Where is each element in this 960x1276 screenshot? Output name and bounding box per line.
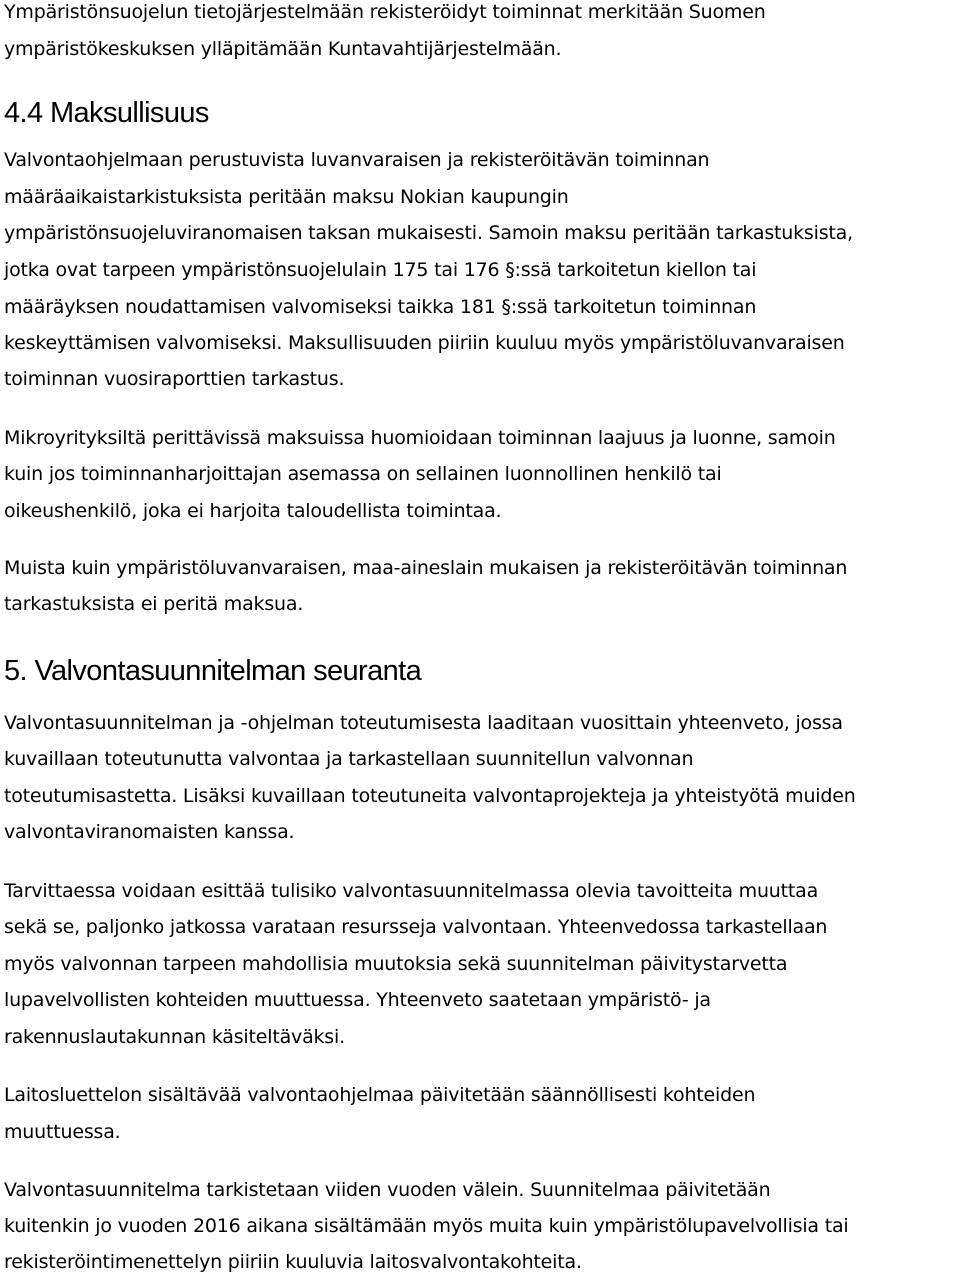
text-line: ympäristönsuojeluviranomaisen taksan mukaisesti. Samoin maksu peritään tarkastuksista, — [4, 222, 853, 244]
text-line: Tarvittaessa voidaan esittää tulisiko valvontasuunnitelmassa olevia tavoitteita muuttaa — [4, 880, 819, 902]
text-line: määräyksen noudattamisen valvomiseksi taikka 181 §:ssä tarkoitetun toiminnan — [4, 296, 757, 318]
text-line: kuvaillaan toteutunutta valvontaa ja tarkastellaan suunnitellun valvonnan — [4, 748, 694, 770]
text-line: tarkastuksista ei peritä maksua. — [4, 593, 304, 615]
text-line: oikeushenkilö, joka ei harjoita taloudellista toimintaa. — [4, 500, 502, 522]
section-heading-maksullisuus: 4.4 Maksullisuus — [4, 97, 209, 129]
text-line: toteutumisastetta. Lisäksi kuvaillaan toteutuneita valvontaprojekteja ja yhteistyötä muiden — [4, 785, 856, 807]
text-line: kuitenkin jo vuoden 2016 aikana sisältämään myös muita kuin ympäristölupavelvollisia tai — [4, 1215, 849, 1237]
text-line: toiminnan vuosiraporttien tarkastus. — [4, 368, 345, 390]
section-heading-seuranta: 5. Valvontasuunnitelman seuranta — [4, 655, 422, 687]
text-line: lupavelvollisten kohteiden muuttuessa. Yhteenveto saatetaan ympäristö- ja — [4, 989, 711, 1011]
text-line: muuttuessa. — [4, 1121, 121, 1143]
text-line: Ympäristönsuojelun tietojärjestelmään rekisteröidyt toiminnat merkitään Suomen — [4, 1, 766, 23]
text-line: jotka ovat tarpeen ympäristönsuojelulain 175 tai 176 §:ssä tarkoitetun kiellon tai — [4, 259, 757, 281]
text-line: myös valvonnan tarpeen mahdollisia muutoksia sekä suunnitelman päivitystarvetta — [4, 953, 788, 975]
text-line: Valvontasuunnitelma tarkistetaan viiden vuoden välein. Suunnitelmaa päivitetään — [4, 1179, 771, 1201]
text-line: Valvontasuunnitelman ja -ohjelman toteutumisesta laaditaan vuosittain yhteenveto, jossa — [4, 712, 843, 734]
text-line: rakennuslautakunnan käsiteltäväksi. — [4, 1026, 345, 1048]
text-line: valvontaviranomaisten kanssa. — [4, 821, 295, 843]
text-line: kuin jos toiminnanharjoittajan asemassa on sellainen luonnollinen henkilö tai — [4, 463, 722, 485]
text-line: Valvontaohjelmaan perustuvista luvanvaraisen ja rekisteröitävän toiminnan — [4, 149, 710, 171]
text-line: määräaikaistarkistuksista peritään maksu Nokian kaupungin — [4, 186, 569, 208]
text-line: Muista kuin ympäristöluvanvaraisen, maa-aineslain mukaisen ja rekisteröitävän toiminnan — [4, 557, 848, 579]
text-line: Mikroyrityksiltä perittävissä maksuissa huomioidaan toiminnan laajuus ja luonne, samoin — [4, 427, 836, 449]
text-line: rekisteröintimenettelyn piiriin kuuluvia laitosvalvontakohteita. — [4, 1251, 582, 1273]
text-line: keskeyttämisen valvomiseksi. Maksullisuuden piiriin kuuluu myös ympäristöluvanvaraisen — [4, 332, 845, 354]
text-line: sekä se, paljonko jatkossa varataan resursseja valvontaan. Yhteenvedossa tarkastellaan — [4, 916, 828, 938]
text-line: Laitosluettelon sisältävää valvontaohjelmaa päivitetään säännöllisesti kohteiden — [4, 1084, 756, 1106]
text-line: ympäristökeskuksen ylläpitämään Kuntavahtijärjestelmään. — [4, 38, 562, 60]
